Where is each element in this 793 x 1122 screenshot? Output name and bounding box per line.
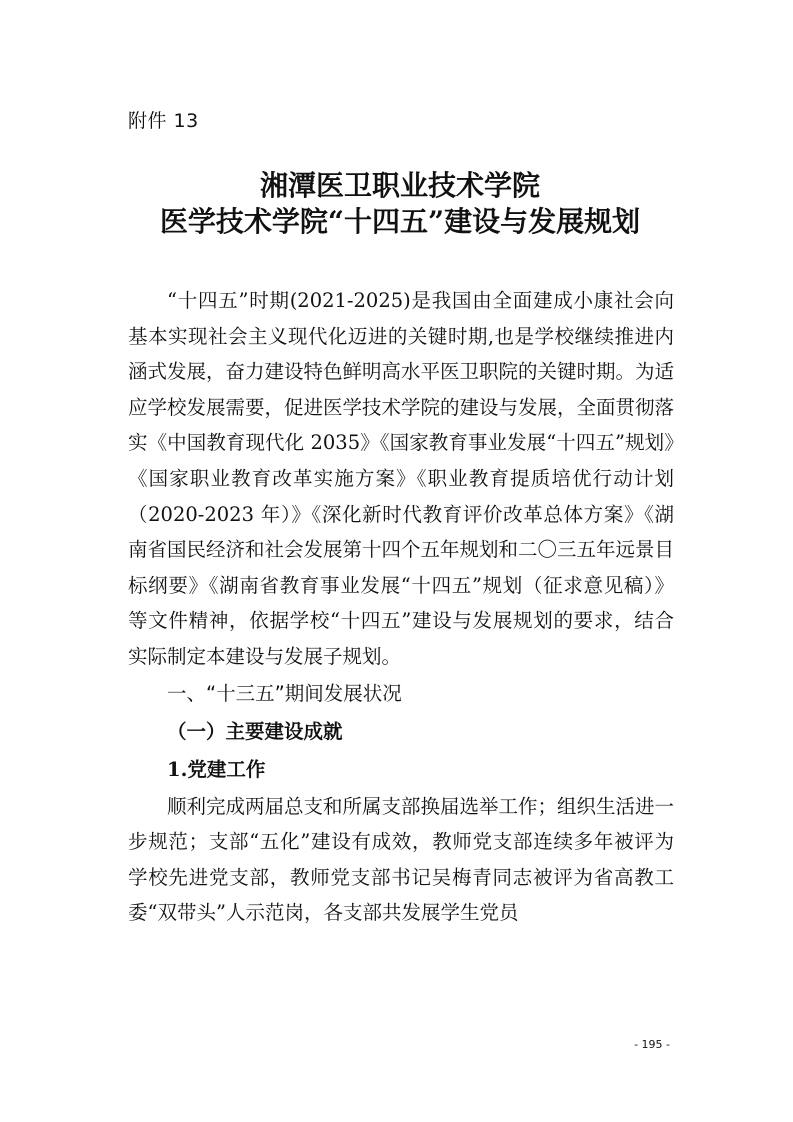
subsection-heading: （一）主要建设成就 xyxy=(167,719,343,743)
document-body xyxy=(128,283,674,931)
item-heading: 1.党建工作 xyxy=(167,757,266,781)
title-line-1: 湘潭医卫职业技术学院 xyxy=(259,169,540,202)
document-title xyxy=(100,168,700,240)
intro-paragraph: “十四五”时期(2021-2025)是我国由全面建成小康社会向基本实现社会主义现代化迈进的关键时期,也是学校继续推进内涵式发展，奋力建设特色鲜明高水平医卫职院的关键时期。为适应学校发展需要，促进医学技术学院的建设与发展，全面贯彻落实《中国教育现代化 2035》《国家教育事业发展“十四五”规划》《国家职业教育改革实施方案》《职业教育提质培优行动计划（2020-2023 年）》《深化新时代教育评价改革总体方案》《湖南省国民经济和社会发展第十四个五年规划和二〇三五年远景目标纲要》《湖南省教育事业发展“十四五”规划（征求意见稿）》等文件精神，依据学校“十四五”建设与发展规划的要求，结合实际制定本建设与发展子规划。 xyxy=(128,289,675,668)
title-line-2: 医学技术学院“十四五”建设与发展规划 xyxy=(159,205,641,238)
item-paragraph: 顺利完成两届总支和所属支部换届选举工作；组织生活进一步规范；支部“五化”建设有成效，教师党支部连续多年被评为学校先进党支部，教师党支部书记吴梅青同志被评为省高教工委“双带头”人示范岗，各支部共发展学生党员 xyxy=(128,794,675,925)
section-heading: 一、“十三五”期间发展状况 xyxy=(167,681,402,705)
attachment-label: 附件 13 xyxy=(128,110,199,132)
page-number: - 195 - xyxy=(634,1038,670,1051)
